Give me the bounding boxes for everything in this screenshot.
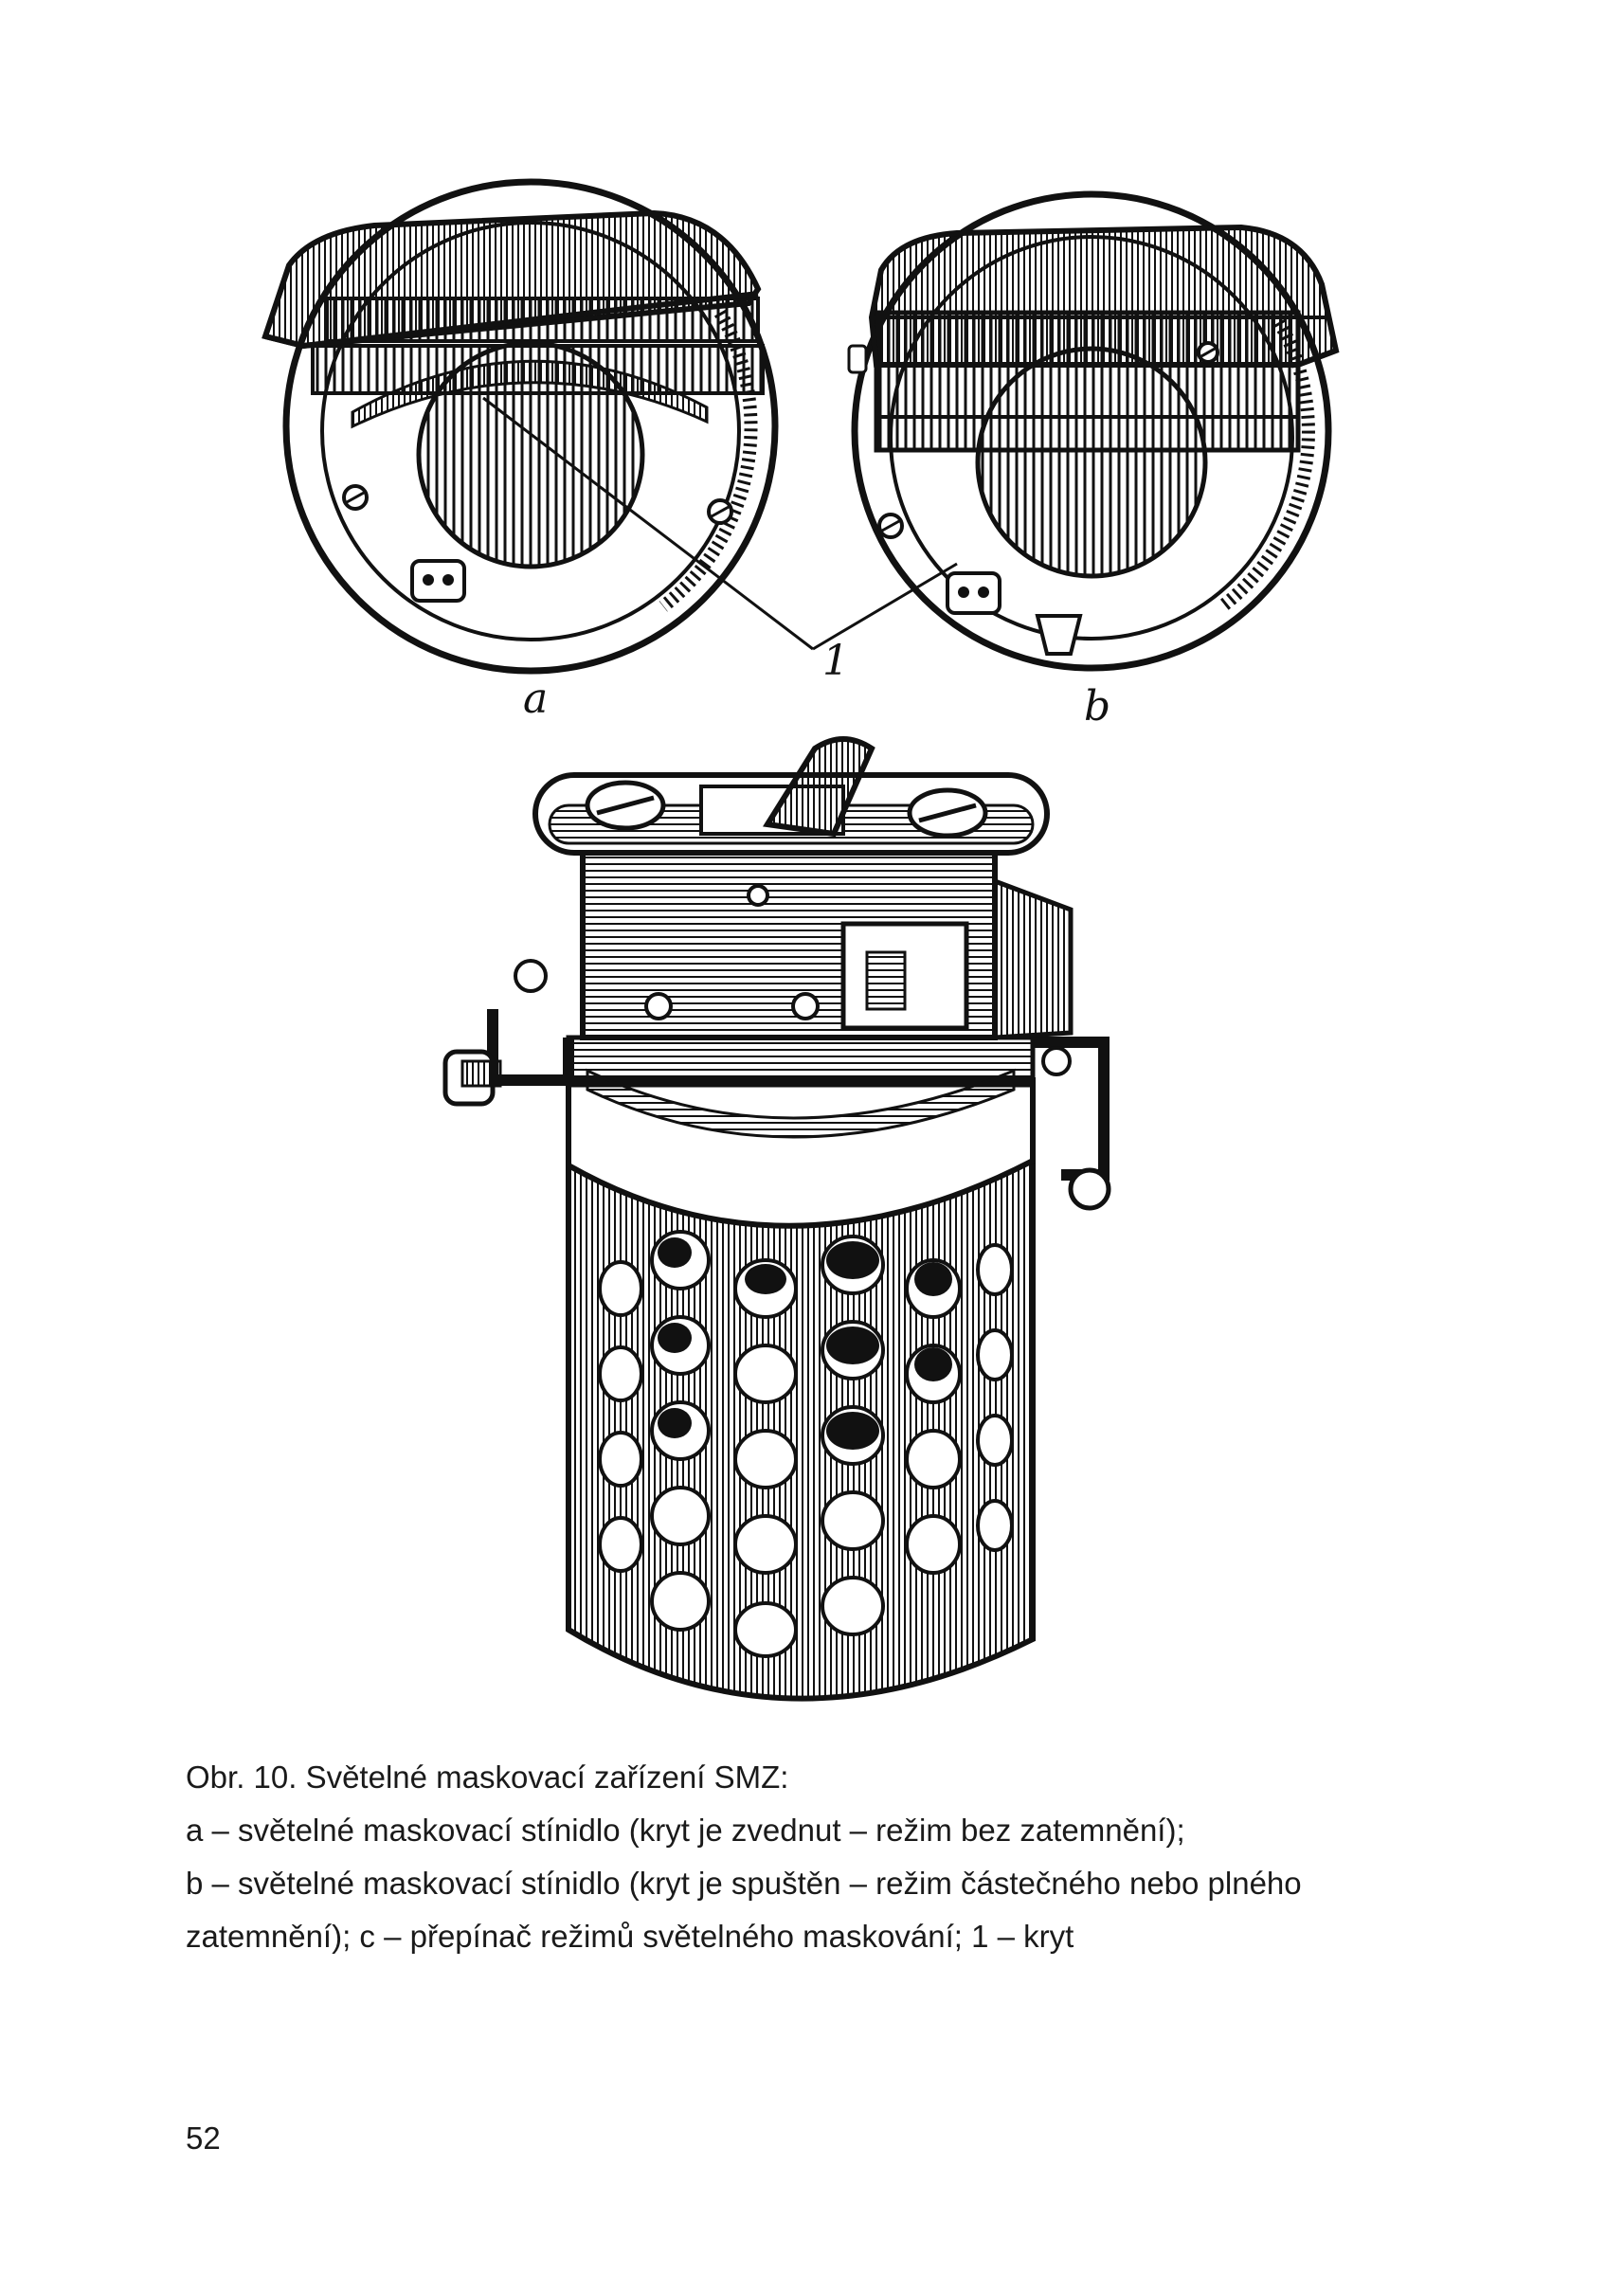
caption-line-a: a – světelné maskovací stínidlo (kryt je zvednut – režim bez zatemnění);	[186, 1813, 1185, 1848]
figure-caption	[186, 1751, 1455, 1963]
switch-c-drawing	[445, 739, 1109, 1699]
caption-title: Obr. 10. Světelné maskovací zařízení SMZ:	[186, 1760, 789, 1795]
lamp-b-drawing	[849, 194, 1336, 668]
caption-line-b: b – světelné maskovací stínidlo (kryt je spuštěn – režim částečného nebo plného zatemnění); c – přepínač režimů světelného maskování; 1 – kryt	[186, 1866, 1302, 1954]
page-number: 52	[186, 2121, 221, 2156]
label-b: b	[1084, 682, 1111, 731]
label-a: a	[523, 675, 549, 723]
label-1: 1	[822, 637, 849, 685]
